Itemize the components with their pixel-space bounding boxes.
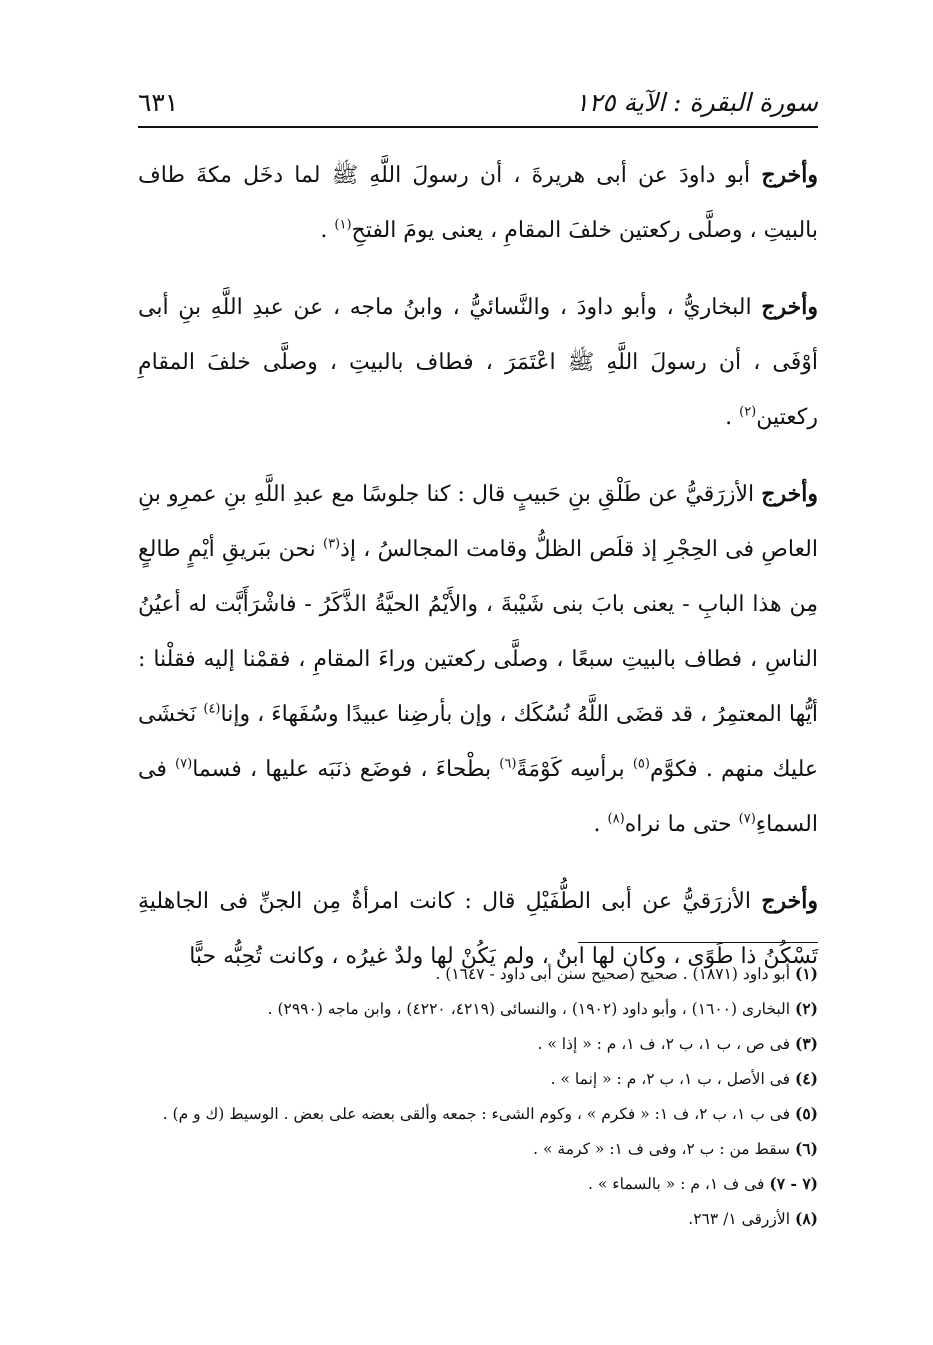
footnote-number: (٨) bbox=[794, 1209, 818, 1228]
footnote-ref: (١) bbox=[334, 217, 352, 233]
footnote-ref: (٧) bbox=[738, 811, 756, 827]
paragraph-text: بطْحاءَ ، فوضَع ذنَبَه عليها ، فسما bbox=[192, 757, 500, 782]
footnote bbox=[120, 1026, 818, 1061]
header-divider bbox=[138, 126, 818, 128]
paragraph-1 bbox=[138, 148, 818, 258]
footnote bbox=[120, 1166, 818, 1201]
footnote-ref: (٨) bbox=[607, 811, 625, 827]
paragraph-text: نَخشَى عليك منهم . فكوَّم bbox=[138, 702, 819, 782]
paragraph-text: فى السماءِ bbox=[138, 757, 818, 837]
footnote-number: (٧ - ٧) bbox=[769, 1174, 818, 1193]
footnote-text: الأزرقى ١/ ٢٦٣. bbox=[688, 1210, 791, 1228]
footnote bbox=[120, 991, 818, 1026]
footnotes bbox=[120, 956, 818, 1236]
paragraph-tail: . bbox=[593, 812, 608, 837]
paragraph-text: البخاريُّ ، وأبو داودَ ، والنَّسائيُّ ، وابنُ ماجه ، عن عبدِ اللَّهِ بنِ أبى أوْفَى ، أن رسولَ اللَّهِ ﷺ اعْتَمَرَ ، فطاف بالبيتِ ، وصلَّى خلفَ المقامِ ركعتين bbox=[138, 295, 818, 430]
footnote bbox=[120, 956, 818, 991]
paragraph-text: الأزرَقيُّ عن أبى الطُّفَيْلِ قال : كانت امرأةٌ مِن الجنِّ فى الجاهليةِ تَسْكُنُ ذا طَوًى ، وكان لها ابنٌ ، ولم يَكُنْ لها ولدٌ غيرُه ، وكانت تُحِبُّه حبًّا bbox=[138, 889, 818, 969]
footnote-text: أبو داود (١٨٧١) . صحيح (صحيح سنن أبى داود - ١٦٤٧) . bbox=[435, 965, 791, 983]
footnote-ref: (٢) bbox=[739, 404, 757, 420]
footnote-number: (٣) bbox=[794, 1034, 818, 1053]
footnote-text: فى ب ١، ب ٢، ف ١: « فكرم » ، وكوم الشىء : جمعه وألقى بعضه على بعض . الوسيط (ك و م) . bbox=[162, 1105, 791, 1123]
footnote-text: فى الأصل ، ب ١، ب ٢، م : « إنما » . bbox=[550, 1070, 791, 1088]
paragraph-2 bbox=[138, 280, 818, 445]
paragraph-3 bbox=[138, 467, 818, 852]
page-title: سورة البقرة : الآية ١٢٥ bbox=[575, 87, 818, 117]
paragraph-opening: وأخرج bbox=[761, 481, 818, 507]
footnote-ref: (٦) bbox=[499, 756, 517, 772]
paragraph-tail: . bbox=[725, 405, 740, 430]
main-text bbox=[138, 148, 818, 1006]
footnote-ref: (٥) bbox=[632, 756, 650, 772]
paragraph-text: نحن ببَريقِ أيْمٍ طالعٍ مِن هذا البابِ - يعنى بابَ بنى شَيْبةَ ، والأَيْمُ الحيَّةُ الذَّكَرُ - فاشْرَأَبَّت له أعيُنُ الناسِ ، فطاف بالبيتِ سبعًا ، وصلَّى ركعتين وراءَ المقامِ ، فقمْنا إليه فقلْنا : أيُّها المعتمِرُ ، قد قضَى اللَّهُ نُسُكَك ، وإن بأرضِنا عبيدًا وسُفَهاءَ ، وإنا bbox=[138, 537, 819, 727]
page-header bbox=[138, 82, 818, 122]
paragraph-opening: وأخرج bbox=[761, 888, 818, 914]
footnote-number: (١) bbox=[794, 964, 818, 983]
footnote-number: (٤) bbox=[794, 1069, 818, 1088]
paragraph-text: أبو داودَ عن أبى هريرةَ ، أن رسولَ اللَّهِ ﷺ لما دخَل مكةَ طاف بالبيتِ ، وصلَّى ركعتين خلفَ المقامِ ، يعنى يومَ الفتحِ bbox=[138, 163, 818, 243]
footnote-ref: (٤) bbox=[203, 701, 221, 717]
footnote-ref: (٣) bbox=[322, 536, 341, 552]
page-number: ٦٣١ bbox=[138, 87, 179, 117]
footnote-text: فى ص ، ب ١، ب ٢، ف ١، م : « إذا » . bbox=[537, 1035, 791, 1053]
paragraph-opening: وأخرج bbox=[761, 162, 818, 188]
footnote-text: البخارى (١٦٠٠) ، وأبو داود (١٩٠٢) ، والنسائى (٤٢١٩، ٤٢٢٠) ، وابن ماجه (٢٩٩٠) . bbox=[267, 1000, 791, 1018]
footnote bbox=[120, 1201, 818, 1236]
paragraph-opening: وأخرج bbox=[761, 294, 818, 320]
paragraph-tail: . bbox=[320, 218, 335, 243]
footnote-number: (٦) bbox=[794, 1139, 818, 1158]
footnote bbox=[120, 1061, 818, 1096]
footnote-ref: (٧) bbox=[175, 756, 193, 772]
footnote-text: فى ف ١، م : « بالسماء » . bbox=[588, 1175, 765, 1193]
footnote-number: (٥) bbox=[794, 1104, 818, 1123]
footnote bbox=[120, 1096, 818, 1131]
footnote bbox=[120, 1131, 818, 1166]
paragraph-text: الأزرَقيُّ عن طَلْقِ بنِ حَبيبٍ قال : كنا جلوسًا مع عبدِ اللَّهِ بنِ عمرِو بنِ العاصِ فى الحِجْرِ إذ قلَص الظلُّ وقامت المجالسُ ، إذ bbox=[138, 482, 818, 562]
footnote-number: (٢) bbox=[794, 999, 818, 1018]
paragraph-text: حتى ما نراه bbox=[624, 812, 739, 837]
footnote-divider bbox=[578, 942, 818, 943]
footnote-text: سقط من : ب ٢، وفى ف ١: « كرمة » . bbox=[533, 1140, 791, 1158]
paragraph-text: برأسِه كَوْمَةً bbox=[516, 757, 633, 782]
